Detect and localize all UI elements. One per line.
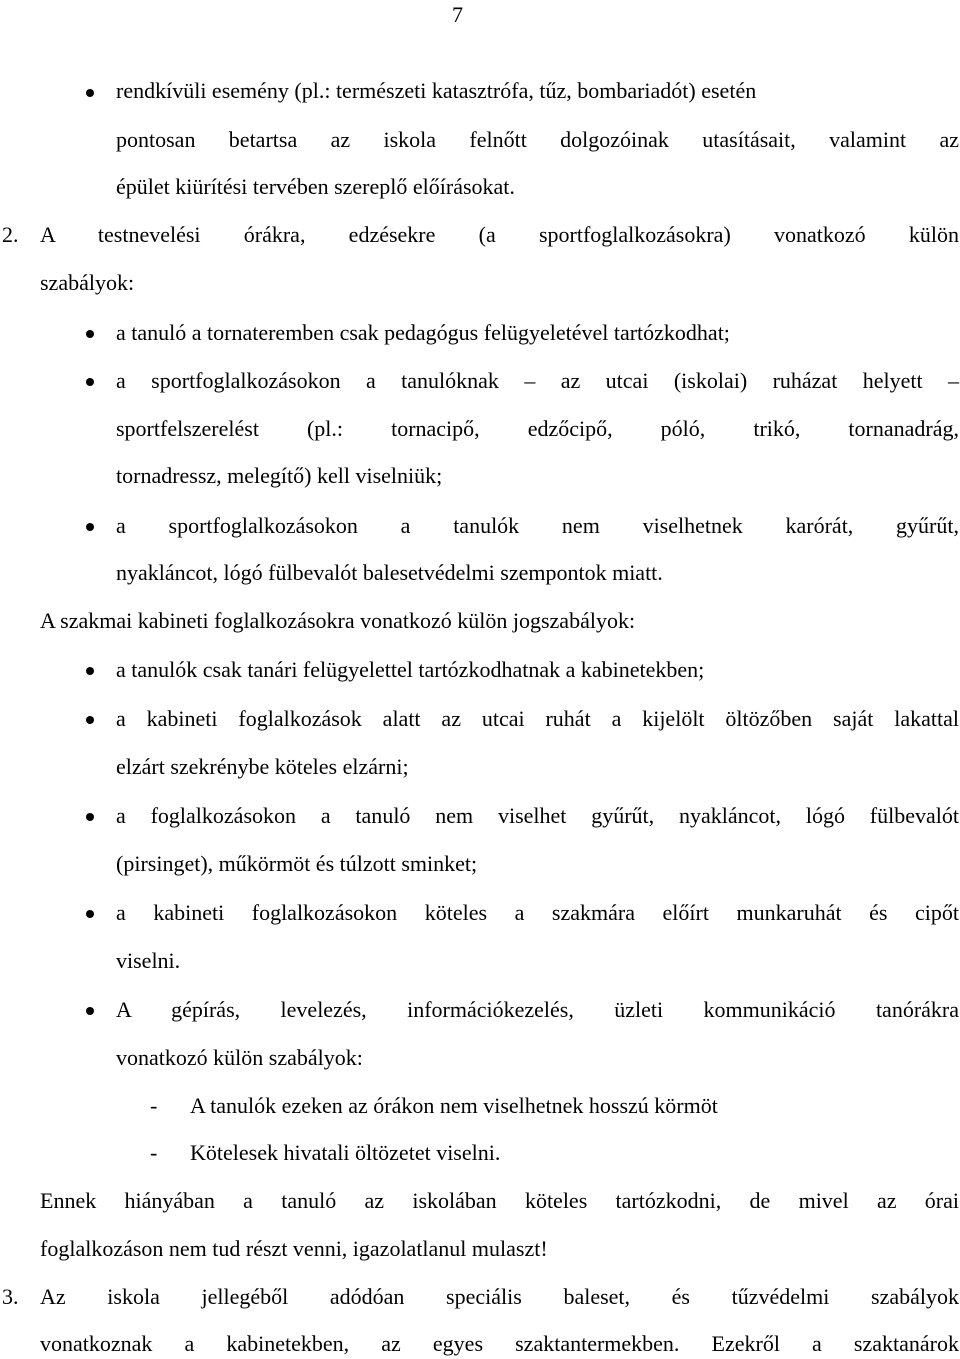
dash-item: Kötelesek hivatali öltözetet viselni.	[190, 1140, 501, 1165]
list-item-line: a foglalkozásokon a tanuló nem viselhet gyűrűt, nyakláncot, lógó fülbevalót	[116, 803, 959, 828]
list-item-line: viselni.	[116, 948, 181, 973]
paragraph-line: vonatkoznak a kabinetekben, az egyes szaktantermekben. Ezekről a szaktanárok	[40, 1331, 959, 1356]
list-item-line: a kabineti foglalkozások alatt az utcai ruhát a kijelölt öltözőben saját lakattal	[116, 706, 959, 731]
bullet-dot	[86, 716, 94, 724]
paragraph-line: foglalkozáson nem tud részt venni, igazolatlanul mulaszt!	[40, 1236, 548, 1261]
dash-item: A tanulók ezeken az órákon nem viselhetnek hosszú körmöt	[190, 1093, 718, 1118]
bullet-dot	[86, 378, 94, 386]
bullet-dot	[86, 813, 94, 821]
list-item-line: (pirsinget), műkörmöt és túlzott sminket;	[116, 851, 478, 876]
list-item-line: sportfelszerelést (pl.: tornacipő, edzőcipő, póló, trikó, tornanadrág,	[116, 416, 959, 441]
page-number: 7	[452, 2, 463, 27]
list-item-line: tornadressz, melegítő) kell viselniük;	[116, 463, 443, 488]
list-item-line: a tanuló a tornateremben csak pedagógus felügyeletével tartózkodhat;	[116, 320, 730, 345]
list-item-line: épület kiürítési tervében szereplő előírásokat.	[116, 174, 515, 199]
list-item-line: elzárt szekrénybe köteles elzárni;	[116, 754, 409, 779]
list-item-line: a sportfoglalkozásokon a tanulóknak – az utcai (iskolai) ruházat helyett –	[116, 368, 959, 393]
dash-marker: -	[150, 1140, 158, 1165]
section-number: 2.	[2, 222, 19, 247]
paragraph-line: Az iskola jellegéből adódóan speciális baleset, és tűzvédelmi szabályok	[40, 1284, 959, 1309]
bullet-dot	[86, 89, 94, 97]
dash-marker: -	[150, 1093, 158, 1118]
bullet-dot	[86, 523, 94, 531]
section-number: 3.	[2, 1284, 19, 1309]
section-intro-line: A testnevelési órákra, edzésekre (a sportfoglalkozásokra) vonatkozó külön	[40, 222, 959, 247]
list-item-line: a kabineti foglalkozásokon köteles a szakmára előírt munkaruhát és cipőt	[116, 900, 959, 925]
section-intro-line: szabályok:	[40, 270, 135, 295]
bullet-dot	[86, 330, 94, 338]
list-item-line: a tanulók csak tanári felügyelettel tartózkodhatnak a kabinetekben;	[116, 657, 705, 682]
list-item-line: pontosan betartsa az iskola felnőtt dolgozóinak utasításait, valamint az	[116, 127, 959, 152]
bullet-dot	[86, 667, 94, 675]
bullet-dot	[86, 1007, 94, 1015]
paragraph-line: Ennek hiányában a tanuló az iskolában köteles tartózkodni, de mivel az órai	[40, 1188, 959, 1213]
list-item-line: a sportfoglalkozásokon a tanulók nem viselhetnek karórát, gyűrűt,	[116, 513, 959, 538]
list-item-line: A gépírás, levelezés, információkezelés, üzleti kommunikáció tanórákra	[116, 997, 959, 1022]
bullet-dot	[86, 910, 94, 918]
list-item-line: nyakláncot, lógó fülbevalót balesetvédelmi szempontok miatt.	[116, 560, 663, 585]
list-item-line: vonatkozó külön szabályok:	[116, 1045, 363, 1070]
list-item-line: rendkívüli esemény (pl.: természeti katasztrófa, tűz, bombariadót) esetén	[116, 78, 757, 103]
section-intro: A szakmai kabineti foglalkozásokra vonatkozó külön jogszabályok:	[40, 608, 636, 633]
